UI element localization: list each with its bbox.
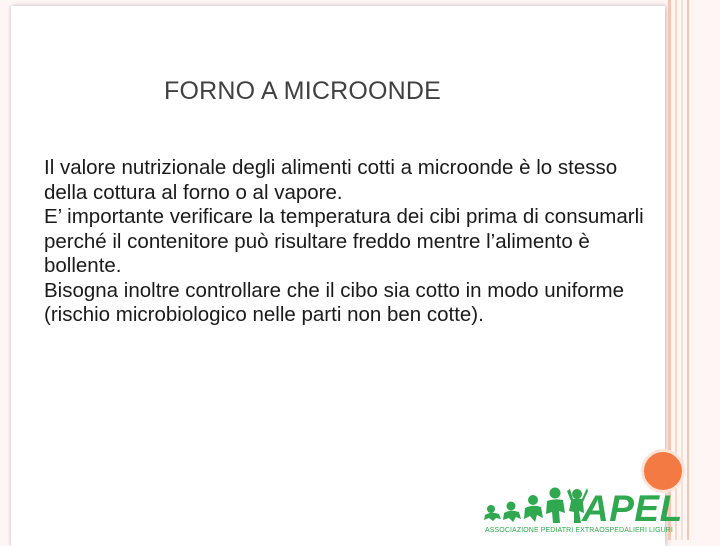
- stripe-line: [687, 0, 689, 540]
- paragraph-temperature: E’ importante verificare la temperatura dei cibi prima di consumarli perché il contenitore può risultare freddo mentre l’alimento è bollente.: [44, 205, 644, 277]
- paragraph-nutrition: Il valore nutrizionale degli alimenti cotti a microonde è lo stesso della cottura al forno o al vapore.: [44, 156, 618, 204]
- slide-body: [44, 156, 644, 328]
- children-figures-icon: [479, 485, 589, 525]
- apel-caption: ASSOCIAZIONE PEDIATRI EXTRAOSPEDALIERI LIGURI: [485, 527, 673, 534]
- apel-wordmark: APEL: [582, 488, 683, 529]
- apel-logo: [479, 485, 689, 540]
- slide-title: FORNO A MICROONDE: [164, 77, 442, 105]
- paragraph-uniform-cooking: Bisogna inoltre controllare che il cibo sia cotto in modo uniforme (rischio microbiologico nelle parti non ben cotte).: [44, 278, 624, 326]
